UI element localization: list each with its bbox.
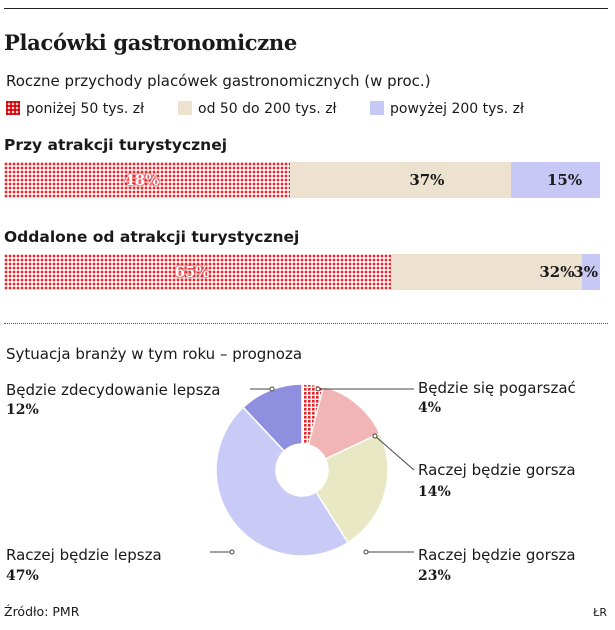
- legend-label: od 50 do 200 tys. zł: [198, 101, 337, 117]
- leader-dot: [270, 387, 274, 391]
- bar-value-label: 48%: [124, 171, 160, 189]
- leader-dot: [230, 550, 234, 554]
- leader-dot: [364, 550, 368, 554]
- pie-value: 47%: [6, 568, 39, 584]
- leader-dot: [316, 387, 320, 391]
- pie-value: 4%: [418, 400, 442, 416]
- pie-label: Raczej będzie gorsza: [418, 546, 576, 564]
- pie-label: Raczej będzie gorsza: [418, 461, 576, 479]
- section-title: Sytuacja branży w tym roku – prognoza: [6, 345, 303, 363]
- pie-label: Raczej będzie lepsza: [6, 546, 162, 564]
- pie-value: 12%: [6, 402, 39, 418]
- bar-value-label: 37%: [409, 171, 445, 189]
- category-label: Oddalone od atrakcji turystycznej: [4, 228, 300, 246]
- pie-label: Będzie zdecydowanie lepsza: [6, 381, 221, 399]
- pie-value: 23%: [418, 568, 451, 584]
- legend-label: poniżej 50 tys. zł: [26, 101, 145, 117]
- legend-label: powyżej 200 tys. zł: [390, 101, 524, 117]
- author-credit: ŁR: [593, 606, 607, 619]
- leader-dot: [373, 434, 377, 438]
- pie-value: 14%: [418, 484, 451, 500]
- bar-value-label: 15%: [546, 171, 583, 189]
- category-label: Przy atrakcji turystycznej: [4, 136, 228, 154]
- chart-subtitle: Roczne przychody placówek gastronomicznych (w proc.): [6, 72, 431, 90]
- bar-value-label: 32%: [539, 263, 575, 281]
- bar-value-label: 65%: [174, 263, 210, 281]
- bar-value-label: 3%: [573, 263, 598, 281]
- pie-label: Będzie się pogarszać: [418, 379, 576, 397]
- chart-title: Placówki gastronomiczne: [4, 30, 297, 55]
- source-note: Źródło: PMR: [4, 604, 80, 619]
